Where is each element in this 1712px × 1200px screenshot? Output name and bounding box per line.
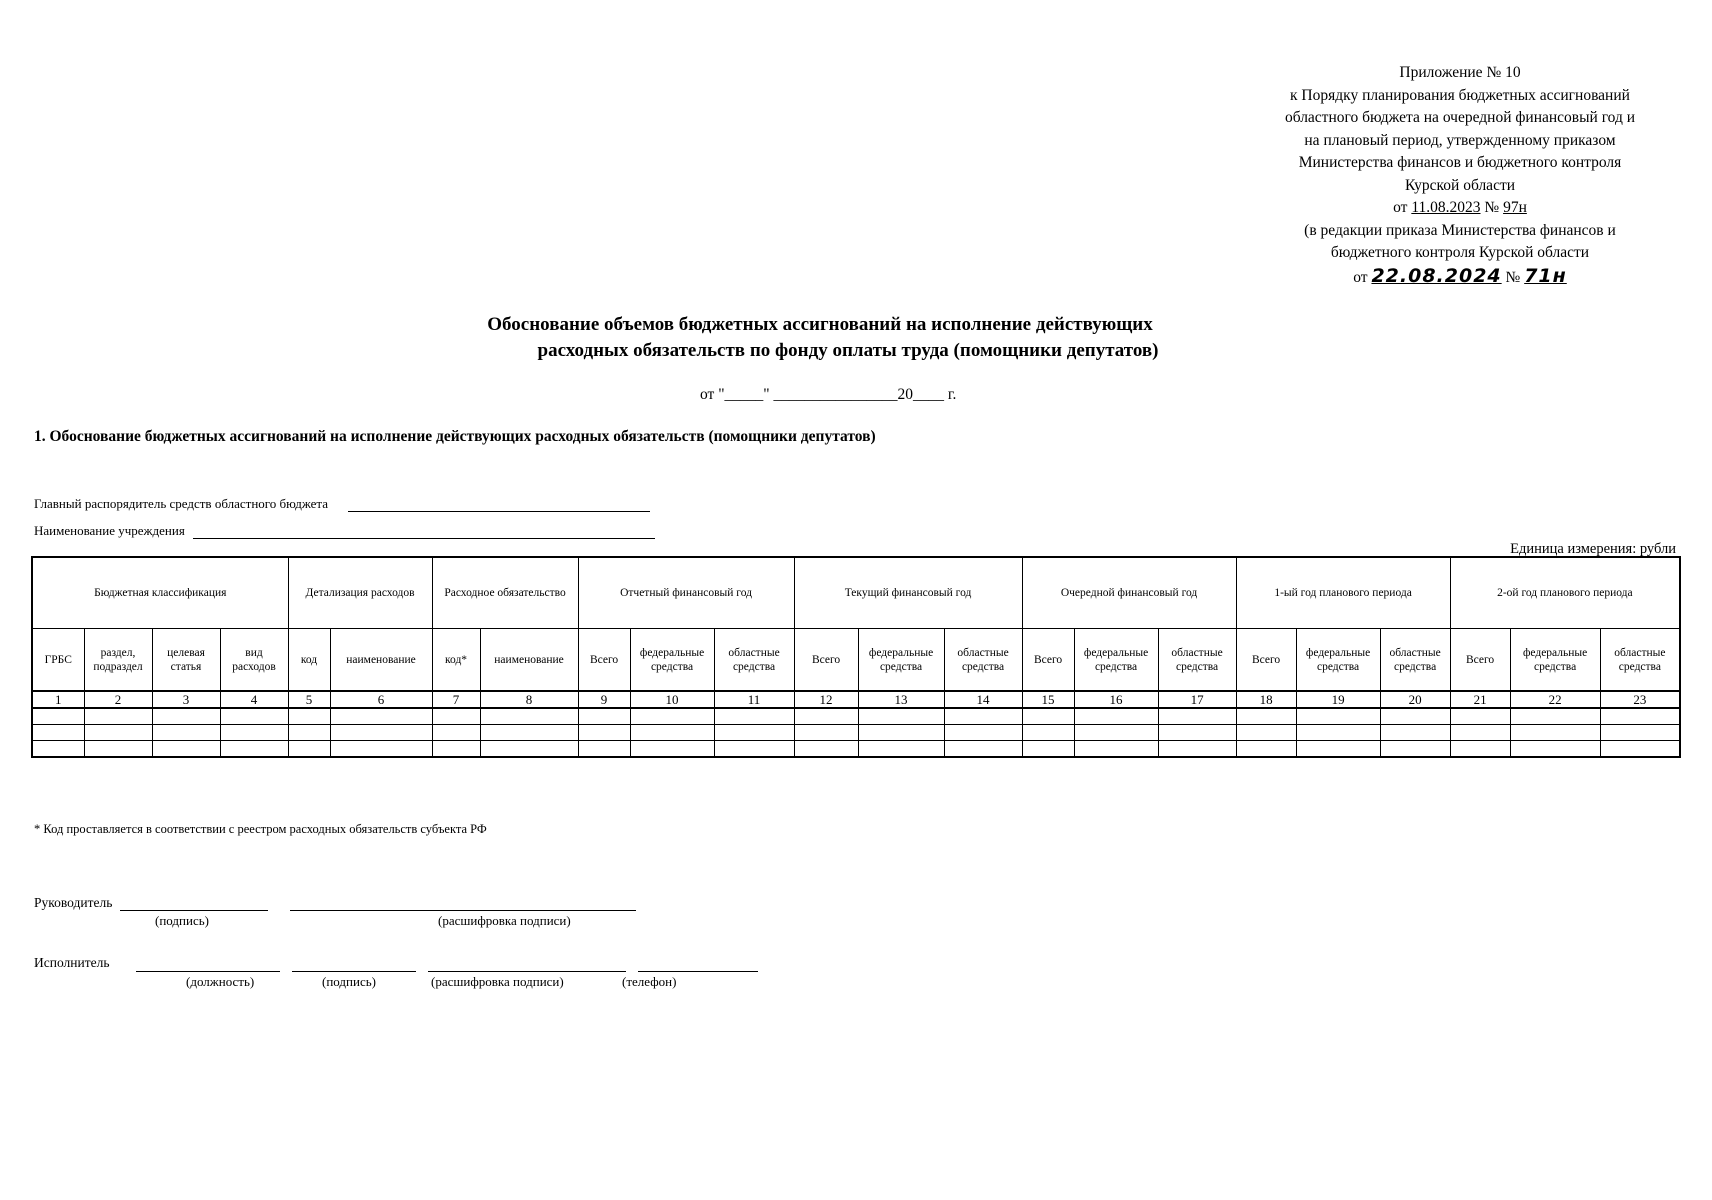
table-cell[interactable]	[84, 708, 152, 725]
table-cell[interactable]	[1236, 725, 1296, 741]
table-cell[interactable]	[288, 725, 330, 741]
table-cell[interactable]	[480, 725, 578, 741]
table-cell[interactable]	[84, 725, 152, 741]
appendix-number: Приложение № 10	[1399, 64, 1521, 81]
table-column-number-row	[32, 691, 1680, 708]
appendix-line-5: Министерства финансов и бюджетного контроля	[1298, 154, 1622, 171]
head-label: Руководитель	[34, 895, 113, 910]
order-reference	[1240, 197, 1680, 220]
column-number: 23	[1600, 691, 1680, 708]
order-date: 11.08.2023	[1411, 199, 1481, 216]
edition-number-prefix: №	[1505, 268, 1521, 286]
column-number: 19	[1296, 691, 1380, 708]
executor-position-line[interactable]	[136, 971, 280, 972]
executor-label: Исполнитель	[34, 955, 110, 970]
table-cell[interactable]	[858, 725, 944, 741]
column-subheader: областные средства	[1600, 629, 1680, 692]
table-cell[interactable]	[714, 708, 794, 725]
table-cell[interactable]	[1600, 741, 1680, 758]
column-number: 21	[1450, 691, 1510, 708]
group-header: Отчетный финансовый год	[578, 557, 794, 629]
table-cell[interactable]	[1296, 725, 1380, 741]
column-number: 2	[84, 691, 152, 708]
column-subheader: код	[288, 629, 330, 692]
column-number: 20	[1380, 691, 1450, 708]
edition-line-1: (в редакции приказа Министерства финансов и	[1304, 221, 1616, 239]
head-signature-line[interactable]	[120, 910, 268, 911]
head-decode-caption: (расшифровка подписи)	[438, 913, 571, 928]
column-number: 15	[1022, 691, 1074, 708]
table-cell[interactable]	[714, 725, 794, 741]
column-number: 16	[1074, 691, 1158, 708]
edition-prefix: от	[1353, 268, 1368, 286]
table-cell[interactable]	[944, 725, 1022, 741]
column-number: 1	[32, 691, 84, 708]
table-cell[interactable]	[480, 708, 578, 725]
column-number: 3	[152, 691, 220, 708]
column-number: 8	[480, 691, 578, 708]
column-number: 4	[220, 691, 288, 708]
institution-field	[34, 523, 655, 539]
column-subheader: федеральные средства	[1296, 629, 1380, 692]
edition-line-2: бюджетного контроля Курской области	[1330, 244, 1590, 261]
table-cell[interactable]	[1074, 708, 1158, 725]
executor-phone-caption: (телефон)	[622, 974, 677, 989]
table-cell[interactable]	[1296, 741, 1380, 758]
table-cell[interactable]	[1510, 725, 1600, 741]
column-number: 14	[944, 691, 1022, 708]
table-cell[interactable]	[630, 741, 714, 758]
column-subheader: наименование	[330, 629, 432, 692]
executor-phone-line[interactable]	[638, 971, 758, 972]
table-cell[interactable]	[220, 725, 288, 741]
group-header: Очередной финансовый год	[1022, 557, 1236, 629]
table-cell[interactable]	[32, 725, 84, 741]
chief-administrator-field	[34, 496, 650, 512]
table-cell[interactable]	[1074, 725, 1158, 741]
group-header: Расходное обязательство	[432, 557, 578, 629]
appendix-header	[1240, 62, 1680, 289]
table-cell[interactable]	[330, 741, 432, 758]
executor-signature-line[interactable]	[292, 971, 416, 972]
table-cell[interactable]	[330, 725, 432, 741]
table-cell[interactable]	[1158, 708, 1236, 725]
table-cell[interactable]	[858, 708, 944, 725]
table-cell[interactable]	[794, 725, 858, 741]
table-cell[interactable]	[152, 741, 220, 758]
table-cell[interactable]	[578, 725, 630, 741]
table-cell[interactable]	[1074, 741, 1158, 758]
column-number: 17	[1158, 691, 1236, 708]
table-cell[interactable]	[1380, 741, 1450, 758]
column-subheader: Всего	[1022, 629, 1074, 692]
table-cell[interactable]	[220, 708, 288, 725]
edition-number-handwritten: 71н	[1524, 264, 1567, 287]
column-subheader: областные средства	[1158, 629, 1236, 692]
column-subheader: Всего	[1236, 629, 1296, 692]
appendix-line-3: областного бюджета на очередной финансовый год и	[1284, 109, 1636, 126]
table-cell[interactable]	[1510, 741, 1600, 758]
column-number: 13	[858, 691, 944, 708]
document-date-line: от "_____" ________________20____ г.	[700, 386, 957, 403]
column-subheader: раздел, подраздел	[84, 629, 152, 692]
table-cell[interactable]	[1158, 725, 1236, 741]
table-cell[interactable]	[1510, 708, 1600, 725]
column-subheader: областные средства	[714, 629, 794, 692]
column-number: 11	[714, 691, 794, 708]
table-cell[interactable]	[1600, 708, 1680, 725]
column-number: 6	[330, 691, 432, 708]
table-cell[interactable]	[794, 708, 858, 725]
appendix-line-2: к Порядку планирования бюджетных ассигнований	[1290, 86, 1630, 104]
table-cell[interactable]	[32, 741, 84, 758]
table-cell[interactable]	[794, 741, 858, 758]
column-number: 10	[630, 691, 714, 708]
table-cell[interactable]	[630, 725, 714, 741]
table-cell[interactable]	[220, 741, 288, 758]
table-cell[interactable]	[714, 741, 794, 758]
column-subheader: наименование	[480, 629, 578, 692]
order-number: 97н	[1503, 199, 1527, 216]
footnote: * Код проставляется в соответствии с реестром расходных обязательств субъекта РФ	[34, 822, 487, 836]
column-subheader: областные средства	[944, 629, 1022, 692]
table-row	[32, 708, 1680, 725]
table-cell[interactable]	[288, 741, 330, 758]
column-subheader: федеральные средства	[630, 629, 714, 692]
table-cell[interactable]	[288, 708, 330, 725]
table-cell[interactable]	[578, 708, 630, 725]
column-subheader: областные средства	[1380, 629, 1450, 692]
table-cell[interactable]	[1380, 725, 1450, 741]
table-cell[interactable]	[152, 725, 220, 741]
edition-date-handwritten: 22.08.2024	[1371, 264, 1502, 287]
executor-sign-caption: (подпись)	[322, 974, 376, 989]
table-cell[interactable]	[1450, 708, 1510, 725]
table-cell[interactable]	[480, 741, 578, 758]
table-cell[interactable]	[944, 741, 1022, 758]
head-sign-caption: (подпись)	[155, 913, 209, 928]
table-cell[interactable]	[1022, 741, 1074, 758]
table-cell[interactable]	[630, 708, 714, 725]
measurement-unit: Единица измерения: рубли	[1510, 541, 1676, 557]
institution-blank[interactable]	[193, 524, 655, 539]
column-subheader: Всего	[794, 629, 858, 692]
edition-reference	[1240, 265, 1680, 290]
table-cell[interactable]	[1158, 741, 1236, 758]
column-subheader: код*	[432, 629, 480, 692]
group-header: 1-ый год планового периода	[1236, 557, 1450, 629]
order-number-prefix: №	[1484, 199, 1500, 216]
table-cell[interactable]	[1236, 741, 1296, 758]
group-header: 2-ой год планового периода	[1450, 557, 1680, 629]
table-cell[interactable]	[32, 708, 84, 725]
chief-administrator-label: Главный распорядитель средств областного бюджета	[34, 496, 329, 511]
table-subheader-row	[32, 629, 1680, 692]
order-prefix: от	[1393, 199, 1408, 216]
column-subheader: Всего	[1450, 629, 1510, 692]
table-cell[interactable]	[1600, 725, 1680, 741]
column-subheader: вид расходов	[220, 629, 288, 692]
table-cell[interactable]	[1022, 725, 1074, 741]
table-cell[interactable]	[152, 708, 220, 725]
document-title	[380, 312, 1260, 364]
budget-table	[31, 556, 1681, 758]
table-cell[interactable]	[1022, 708, 1074, 725]
column-number: 7	[432, 691, 480, 708]
column-number: 9	[578, 691, 630, 708]
appendix-line-4: на плановый период, утвержденному приказом	[1304, 131, 1616, 149]
column-subheader: федеральные средства	[1074, 629, 1158, 692]
table-cell[interactable]	[1450, 741, 1510, 758]
column-subheader: федеральные средства	[858, 629, 944, 692]
head-decode-line[interactable]	[290, 910, 636, 911]
executor-decode-line[interactable]	[428, 971, 626, 972]
table-cell[interactable]	[432, 725, 480, 741]
table-cell[interactable]	[84, 741, 152, 758]
table-cell[interactable]	[1296, 708, 1380, 725]
column-number: 5	[288, 691, 330, 708]
table-row	[32, 725, 1680, 741]
executor-position-caption: (должность)	[186, 974, 255, 989]
title-line-2: расходных обязательств по фонду оплаты труда (помощники депутатов)	[537, 340, 1159, 361]
table-row	[32, 741, 1680, 758]
column-subheader: Всего	[578, 629, 630, 692]
table-cell[interactable]	[432, 708, 480, 725]
table-cell[interactable]	[858, 741, 944, 758]
appendix-line-6: Курской области	[1404, 176, 1516, 194]
table-cell[interactable]	[1380, 708, 1450, 725]
group-header: Детализация расходов	[288, 557, 432, 629]
column-subheader: целевая статья	[152, 629, 220, 692]
table-group-header-row	[32, 557, 1680, 629]
institution-label: Наименование учреждения	[34, 523, 185, 538]
column-number: 12	[794, 691, 858, 708]
table-cell[interactable]	[1450, 725, 1510, 741]
column-number: 18	[1236, 691, 1296, 708]
table-cell[interactable]	[944, 708, 1022, 725]
executor-decode-caption: (расшифровка подписи)	[431, 974, 564, 989]
section-heading: 1. Обоснование бюджетных ассигнований на исполнение действующих расходных обязательств (помощники депутатов)	[34, 428, 876, 445]
column-subheader: ГРБС	[32, 629, 84, 692]
column-subheader: федеральные средства	[1510, 629, 1600, 692]
title-line-1: Обоснование объемов бюджетных ассигнований на исполнение действующих	[487, 314, 1153, 335]
chief-administrator-blank[interactable]	[348, 497, 650, 512]
table-cell[interactable]	[432, 741, 480, 758]
table-cell[interactable]	[578, 741, 630, 758]
table-cell[interactable]	[330, 708, 432, 725]
table-cell[interactable]	[1236, 708, 1296, 725]
column-number: 22	[1510, 691, 1600, 708]
group-header: Бюджетная классификация	[32, 557, 288, 629]
group-header: Текущий финансовый год	[794, 557, 1022, 629]
